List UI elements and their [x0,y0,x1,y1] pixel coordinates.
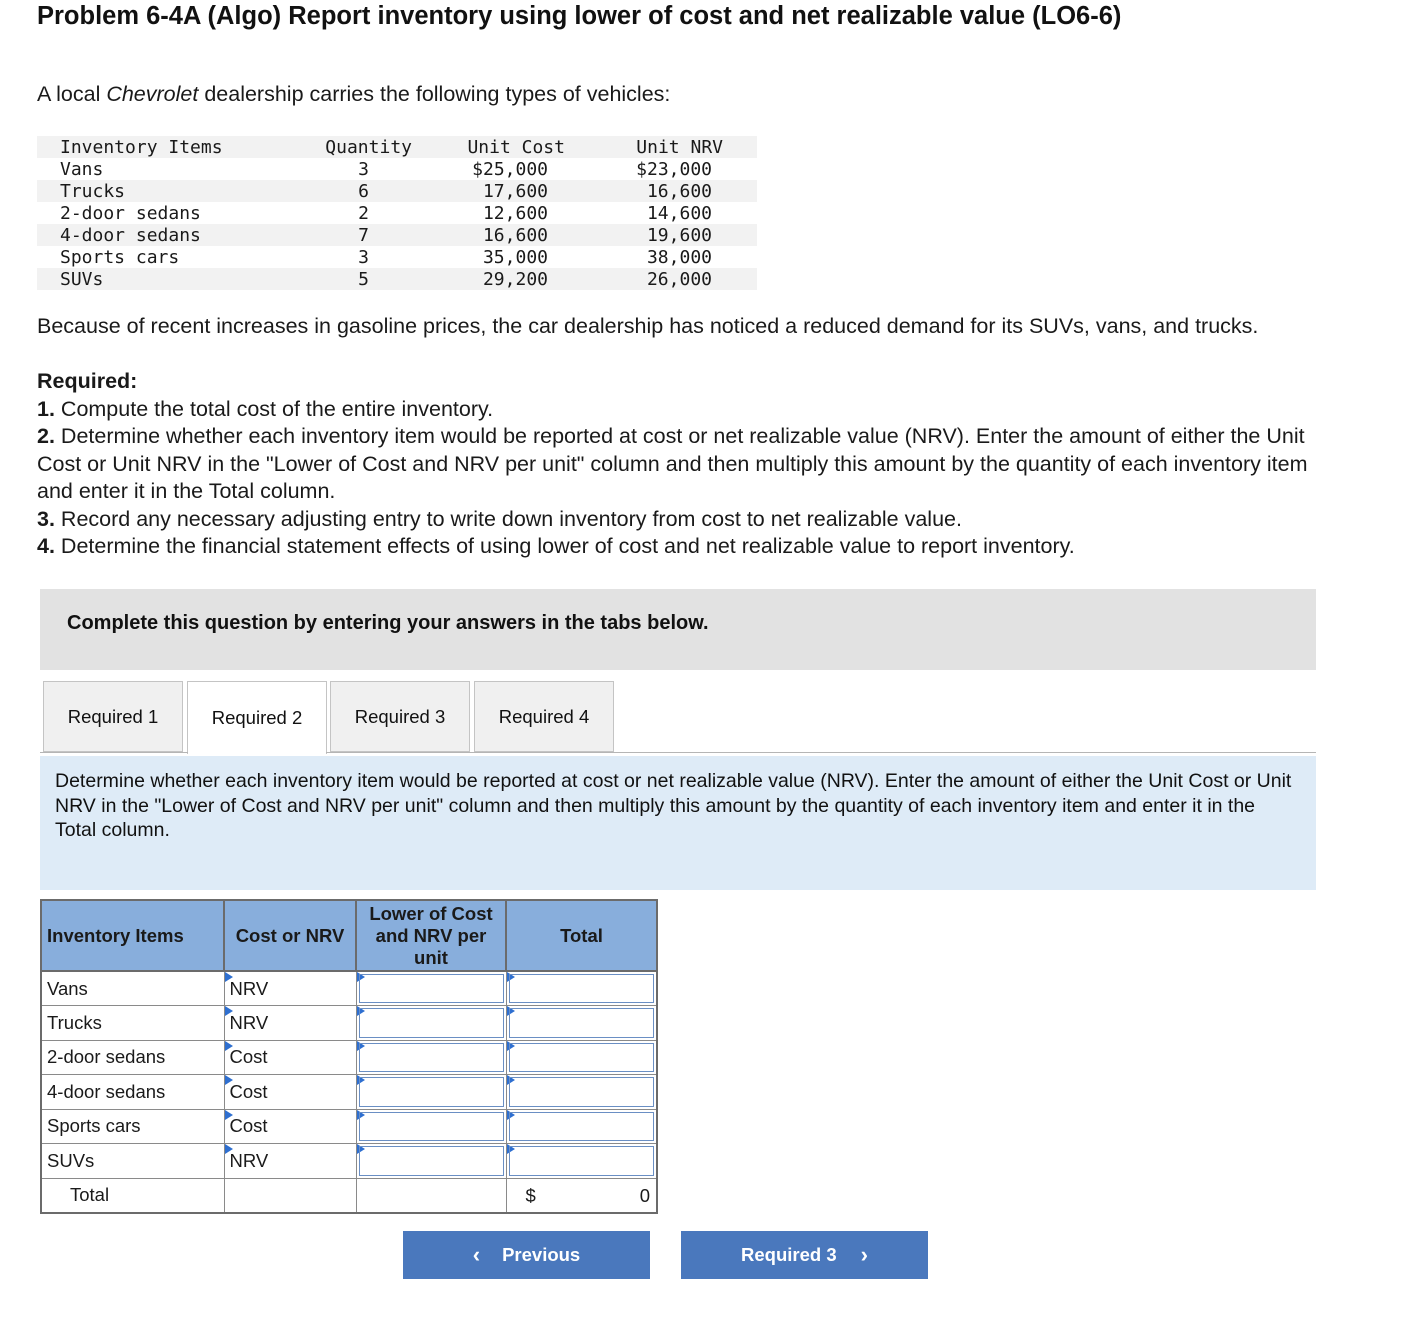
answer-table [40,899,658,1214]
grand-total [506,1178,657,1213]
answer-header-lower: Lower of Cost and NRV per unit [356,900,506,971]
required-item-2: 2. Determine whether each inventory item would be reported at cost or net realizable value (NRV). Enter the amount of either the Unit [37,424,1305,448]
answer-header-total: Total [506,900,657,971]
tab-instructions: Determine whether each inventory item would be reported at cost or net realizable value (NRV). Enter the amount of either the Unit Cost or Unit NRV in the "Lower of Cost and NRV per unit" column and then multiply this amount by the quantity of each inventory item and enter it in the Total column. [40,756,1316,890]
answer-header-item: Inventory Items [41,900,224,971]
intro-text [37,82,670,107]
answer-item: SUVs [41,1144,224,1179]
answer-item: Trucks [41,1006,224,1041]
required-item-2-cont: Cost or Unit NRV in the "Lower of Cost and NRV per unit" column and then multiply this amount by the quantity of each inventory item [37,451,1308,476]
given-cost: 12,600 [482,203,548,224]
given-header-qty: Quantity [325,137,412,158]
total-row [41,1178,657,1213]
table-row [41,1006,657,1041]
chevron-right-icon: › [860,1242,868,1267]
given-cost: 16,600 [482,225,548,246]
given-qty: 2 [358,203,369,224]
intro-brand: Chevrolet [106,82,199,106]
total-input[interactable] [506,1109,657,1144]
table-row [41,971,657,1006]
lower-per-unit-input[interactable] [356,1075,506,1110]
given-header-item: Inventory Items [60,137,223,158]
given-table-row [37,224,757,246]
given-cost: $25,000 [472,159,548,180]
given-cost: 35,000 [482,247,548,268]
cost-or-nrv-select[interactable]: Cost [224,1109,356,1144]
given-item: SUVs [60,269,104,290]
given-header-cost: Unit Cost [467,137,565,158]
given-table-row [37,268,757,290]
lower-per-unit-input[interactable] [356,1040,506,1075]
given-table-row [37,180,757,202]
given-qty: 6 [358,181,369,202]
given-item: Vans [60,159,104,180]
banner-text: Complete this question by entering your answers in the tabs below. [67,612,709,634]
total-input[interactable] [506,1040,657,1075]
context-text: Because of recent increases in gasoline prices, the car dealership has noticed a reduced demand for its SUVs, vans, and trucks. [37,314,1259,338]
given-nrv: 38,000 [646,247,712,268]
cost-or-nrv-select[interactable]: NRV [224,1006,356,1041]
given-inventory-table [37,136,757,290]
total-currency: $ [525,1184,536,1206]
given-table-row [37,158,757,180]
lower-per-unit-input[interactable] [356,971,506,1006]
tab-required-1[interactable]: Required 1 [43,681,183,752]
total-input[interactable] [506,971,657,1006]
previous-label: Previous [502,1244,581,1265]
table-row [41,1109,657,1144]
required-item-3: 3. Record any necessary adjusting entry to write down inventory from cost to net realizable value. [37,506,962,531]
previous-button[interactable] [403,1231,650,1279]
cost-or-nrv-select[interactable]: Cost [224,1075,356,1110]
required-item-2-cont: and enter it in the Total column. [37,479,336,503]
given-table-row [37,246,757,268]
cost-or-nrv-select[interactable]: NRV [224,1144,356,1179]
required-item-1: 1. Compute the total cost of the entire inventory. [37,396,494,421]
given-item: Sports cars [60,247,180,268]
required-item-4: 4. Determine the financial statement effects of using lower of cost and net realizable value to report inventory. [37,534,1075,558]
intro-after: dealership carries the following types of vehicles: [198,82,671,106]
tab-required-3[interactable]: Required 3 [330,681,470,752]
lower-per-unit-input[interactable] [356,1144,506,1179]
given-nrv: 19,600 [646,225,712,246]
instructions-banner [40,589,1316,670]
lower-per-unit-input[interactable] [356,1109,506,1144]
given-qty: 5 [358,269,369,290]
next-label: Required 3 [741,1244,837,1265]
answer-item: 4-door sedans [41,1075,224,1110]
given-qty: 7 [358,225,369,246]
given-nrv: 14,600 [646,203,712,224]
page-title: Problem 6-4A (Algo) Report inventory using lower of cost and net realizable value (LO6-6) [37,2,1122,30]
given-table-row [37,202,757,224]
answer-item: Vans [41,971,224,1006]
required-section [37,368,1410,561]
given-table-header [37,136,757,158]
given-nrv: 26,000 [646,269,712,290]
given-cost: 17,600 [482,181,548,202]
answer-item: Sports cars [41,1109,224,1144]
intro-before: A local [37,82,107,106]
given-qty: 3 [358,247,369,268]
tab-required-2[interactable]: Required 2 [187,681,327,754]
given-item: Trucks [60,181,126,202]
next-required-3-button[interactable] [681,1231,928,1279]
given-header-nrv: Unit NRV [636,137,723,158]
given-nrv: $23,000 [636,159,712,180]
given-qty: 3 [358,159,369,180]
total-label: Total [41,1178,224,1213]
table-row [41,1075,657,1110]
total-input[interactable] [506,1075,657,1110]
tab-required-4[interactable]: Required 4 [474,681,614,752]
given-nrv: 16,600 [646,181,712,202]
cost-or-nrv-select[interactable]: NRV [224,971,356,1006]
answer-header-choice: Cost or NRV [224,900,356,971]
given-item: 2-door sedans [60,203,201,224]
given-cost: 29,200 [482,269,548,290]
total-input[interactable] [506,1006,657,1041]
answer-item: 2-door sedans [41,1040,224,1075]
table-row [41,1040,657,1075]
lower-per-unit-input[interactable] [356,1006,506,1041]
given-item: 4-door sedans [60,225,201,246]
required-heading: Required: [37,369,138,393]
chevron-left-icon: ‹ [472,1242,481,1267]
cost-or-nrv-select[interactable]: Cost [224,1040,356,1075]
table-row [41,1144,657,1179]
total-input[interactable] [506,1144,657,1179]
total-value: 0 [639,1184,650,1206]
